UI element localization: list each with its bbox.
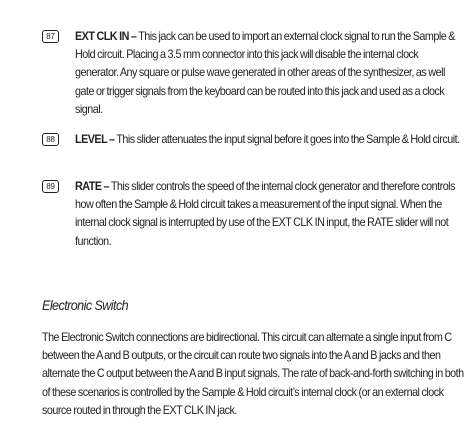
item-description [75,28,460,119]
item-text: This slider controls the speed of the internal clock generator and therefore controls how often the Sample & Hold circuit takes a measurement of the input signal. When the internal clock signal is interrupted by use of the EXT CLK IN input, the RATE slider will not function. [75,180,455,248]
list-item-rate [42,178,462,274]
section-heading: Electronic Switch [42,298,129,313]
item-number-badge: 89 [42,180,59,193]
item-term: LEVEL – [75,133,115,146]
item-text: This jack can be used to import an external clock signal to run the Sample & Hold circuit. Placing a 3.5 mm connector into this jack will disable the internal clock generator. Any square or pulse wave generated in other areas of the synthesizer, as well gate or trigger signals from the keyboard can be routed into this jack and used as a clock signal. [75,30,455,116]
item-description [75,178,460,251]
item-number-badge: 87 [42,30,59,43]
item-term: EXT CLK IN – [75,30,137,43]
item-description [75,131,460,149]
section-paragraph: The Electronic Switch connections are bidirectional. This circuit can alternate a single input from C between the A and B outputs, or the circuit can route two signals into the A and B jacks and then alternate the C output between the A and B input signals. The rate of back-and-forth switching in both of these scenarios is controlled by the Sample & Hold circuit’s internal clock (or an external clock source routed in through the EXT CLK IN jack. [42,331,464,417]
item-text: This slider attenuates the input signal before it goes into the Sample & Hold circuit. [114,133,460,146]
item-term: RATE – [75,180,110,193]
item-number-badge: 88 [42,133,59,146]
list-item-level [42,131,462,169]
list-item-ext-clk-in [42,28,462,124]
